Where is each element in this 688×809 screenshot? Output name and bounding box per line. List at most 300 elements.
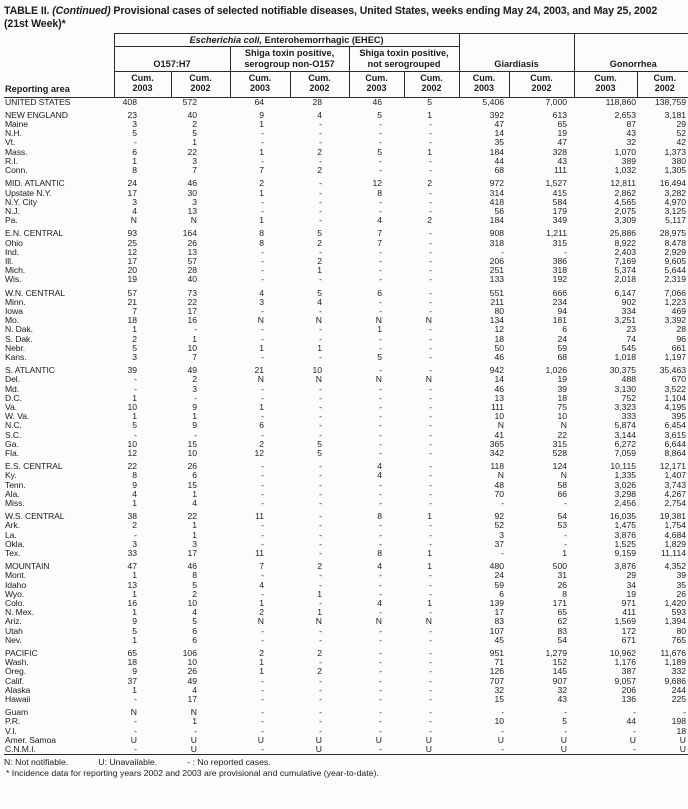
value-cell: 10 [494,412,505,422]
value-cell: - [134,726,137,736]
table-row [4,111,688,120]
value-cell: 1 [132,156,137,166]
value-cell: 380 [671,156,687,166]
value-cell: - [633,745,637,755]
value-cell: - [429,521,433,531]
value-cell: 8 [377,512,382,522]
table-row [4,708,688,717]
value-cell: 24 [494,571,505,581]
value-cell: 28 [676,325,687,335]
table-row [4,636,688,645]
reporting-area-cell: R.I. [5,156,18,166]
table-row [4,499,688,508]
reporting-area-cell: MID. ATLANTIC [5,179,65,189]
table-row [4,471,688,480]
value-cell: 10 [557,412,568,422]
table-row [4,120,688,129]
value-cell: 30,375 [609,366,637,376]
value-cell: 12 [372,179,382,189]
value-cell: - [319,179,322,189]
value-cell: 2,403 [614,247,637,257]
value-cell: 17 [127,188,137,198]
reporting-area-cell: PACIFIC [5,649,38,659]
value-cell: 44 [494,156,505,166]
value-cell: - [261,156,264,166]
value-cell: 2 [259,649,264,659]
value-cell: 28 [187,266,197,276]
value-cell: - [134,430,137,440]
value-cell: 74 [626,334,637,344]
value-cell: N [130,708,137,718]
value-cell: 1 [192,412,197,422]
value-cell: 211 [490,297,505,307]
value-cell: 5,874 [614,421,637,431]
value-cell: N [130,216,137,226]
value-cell: 136 [621,695,637,705]
table-title [4,5,688,30]
table-row [4,540,688,549]
value-cell: N [560,421,568,431]
value-cell: - [134,384,137,394]
value-cell: 40 [187,110,197,120]
value-cell: - [379,430,382,440]
reporting-area-cell: Hawaii [5,695,31,705]
value-cell: 395 [671,412,687,422]
reporting-area-cell: Ohio [5,238,23,248]
value-cell: 47 [557,138,568,148]
value-cell: 3 [499,530,505,540]
value-cell: 32 [626,138,637,148]
value-cell: - [261,462,264,472]
table-row [4,129,688,138]
value-cell: 1 [192,138,197,148]
value-cell: - [379,156,382,166]
reporting-area-cell: Va. [5,402,17,412]
reporting-area-cell: W.N. CENTRAL [5,288,65,298]
value-cell: 613 [552,110,568,120]
value-cell: - [379,197,382,207]
value-cell: 19 [557,129,568,139]
value-cell: 42 [676,138,687,148]
value-cell: 17 [127,256,137,266]
value-cell: 7 [259,562,264,572]
value-cell: 3 [192,539,197,549]
value-cell: 1,032 [614,166,637,176]
value-cell: 184 [489,216,505,226]
value-cell: 392 [489,110,505,120]
value-cell: N [375,316,382,326]
value-cell: - [319,188,322,198]
value-cell: - [319,352,322,362]
value-cell: - [261,685,264,695]
value-cell: 34 [626,580,637,590]
value-cell: - [261,717,264,727]
value-cell: - [429,188,433,198]
reporting-area-cell: Tenn. [5,480,26,490]
value-cell: - [379,334,382,344]
value-cell: - [379,480,382,490]
value-cell: 9 [192,402,197,412]
value-cell: 1 [259,188,264,198]
value-cell: 18 [557,393,568,403]
value-cell: 1,373 [664,147,687,157]
value-cell: 1 [132,685,137,695]
o157-header: O157:H7 [114,47,230,72]
table-row [4,307,688,316]
value-cell: 57 [187,256,197,266]
value-cell: - [429,439,433,449]
value-cell: N [497,471,505,481]
value-cell: 4 [192,499,197,508]
value-cell: - [319,676,322,686]
value-cell: - [379,626,382,636]
reporting-area-cell: E.N. CENTRAL [5,229,64,239]
table-row [4,608,688,617]
value-cell: 15 [494,695,505,705]
value-cell: - [134,695,137,705]
value-cell: 48 [494,480,505,490]
reporting-area-cell: Ga. [5,439,19,449]
value-cell: 94 [557,306,568,316]
value-cell: 5 [377,352,382,362]
value-cell: 342 [489,448,505,458]
value-cell: 5 [132,421,137,431]
reporting-area-cell: S. ATLANTIC [5,366,55,376]
value-cell: 1,475 [614,521,637,531]
value-cell: 2 [192,375,197,385]
reporting-area-cell: Vt. [5,138,16,148]
value-cell: 5 [317,229,322,239]
value-cell: 111 [553,166,568,176]
value-cell: - [429,448,433,458]
value-cell: - [429,206,433,216]
value-cell: 1,070 [614,147,637,157]
value-cell: 1,176 [614,658,637,668]
table-row [4,275,688,284]
value-cell: 4 [377,599,382,609]
value-cell: - [319,580,322,590]
value-cell: - [319,129,322,139]
value-cell: 411 [622,608,637,618]
value-cell: - [501,726,505,736]
value-cell: - [261,726,264,736]
value-cell: 31 [557,571,568,581]
value-cell: 4 [377,562,382,572]
value-cell: 64 [254,97,264,107]
value-cell: 3 [132,197,137,207]
value-cell: 19 [557,375,568,385]
value-cell: 11 [255,549,264,559]
value-cell: 16,035 [609,512,637,522]
cum-header-cell: Cum. 2002 [290,72,349,98]
value-cell: 62 [557,617,568,627]
reporting-area-cell: N. Dak. [5,325,33,335]
value-cell: - [683,708,687,718]
value-cell: 9 [132,480,137,490]
value-cell: 3,181 [664,110,687,120]
value-cell: 10 [127,439,137,449]
value-cell: - [261,138,264,148]
value-cell: 6,272 [614,439,637,449]
value-cell: 53 [557,521,568,531]
notifiable-diseases-table [4,33,688,755]
value-cell: 6,147 [614,288,637,298]
value-cell: - [319,120,322,130]
value-cell: - [261,471,264,481]
value-cell: 138,759 [654,97,687,107]
value-cell: 1,018 [614,352,637,362]
value-cell: - [261,530,264,540]
table-continued-note: (Continued) [52,5,111,17]
value-cell: - [429,343,433,353]
value-cell: 551 [489,288,505,298]
ehec-species-label: Escherichia coli, [189,35,263,46]
value-cell: - [319,695,322,705]
value-cell: - [134,375,137,385]
value-cell: 469 [671,306,687,316]
value-cell: 206 [489,256,505,266]
value-cell: - [429,608,433,618]
value-cell: 87 [626,120,637,130]
value-cell: 1,189 [664,658,687,668]
value-cell: 35 [676,580,687,590]
value-cell: - [429,275,433,285]
value-cell: - [319,717,322,727]
value-cell: - [429,571,433,581]
table-row [4,166,688,175]
value-cell: 46 [372,97,382,107]
table-row [4,157,688,166]
value-cell: - [319,247,322,257]
value-cell: - [633,726,637,736]
table-row [4,366,688,375]
value-cell: 5 [317,448,322,458]
value-cell: - [379,412,382,422]
value-cell: 12 [494,325,505,335]
reporting-area-cell: N.J. [5,206,20,216]
value-cell: 12,811 [610,179,637,189]
value-cell: - [379,297,382,307]
value-cell: 41 [494,430,505,440]
value-cell: 2 [317,649,322,659]
value-cell: 68 [494,166,505,176]
value-cell: 29 [626,571,637,581]
value-cell: 28 [312,97,322,107]
table-row [4,549,688,558]
value-cell: 4 [377,216,382,226]
value-cell: 5 [377,110,382,120]
value-cell: 70 [494,489,505,499]
value-cell: - [319,384,322,394]
value-cell: 1 [132,635,137,645]
value-cell: 5 [317,439,322,449]
value-cell: 3 [192,156,197,166]
ehec-group-header [114,34,459,47]
table-row [4,727,688,736]
value-cell: 9,686 [664,676,687,686]
value-cell: 107 [489,626,505,636]
value-cell: 43 [557,156,568,166]
value-cell: 1 [132,499,137,508]
value-cell: - [379,695,382,705]
value-cell: - [319,549,322,559]
value-cell: 111 [490,402,505,412]
value-cell: - [319,530,322,540]
value-cell: 9 [132,617,137,627]
table-row [4,512,688,521]
value-cell: 13 [187,206,197,216]
value-cell: - [379,366,382,376]
value-cell: 52 [494,521,505,531]
reporting-area-cell: C.N.M.I. [5,745,36,755]
value-cell: 480 [489,562,505,572]
value-cell: 49 [187,676,197,686]
value-cell: 2 [317,667,322,677]
value-cell: 66 [557,489,568,499]
value-cell: U [190,745,197,755]
value-cell: 10,115 [610,462,637,472]
value-cell: U [315,735,322,745]
value-cell: - [379,635,382,645]
value-cell: 1,026 [545,366,568,376]
value-cell: 3,251 [614,316,637,326]
value-cell: 6 [192,471,197,481]
table-row [4,431,688,440]
reporting-area-cell: Nev. [5,635,22,645]
table-row [4,138,688,147]
value-cell: 40 [187,275,197,285]
value-cell: 22 [557,430,568,440]
value-cell: 7,059 [614,448,637,458]
table-row [4,581,688,590]
table-row [4,298,688,307]
cum-header-cell: Cum. 2002 [637,72,688,98]
value-cell: 545 [621,343,637,353]
value-cell: - [319,512,322,522]
value-cell: 8 [259,229,264,239]
table-title-text: Provisional cases of selected notifiable diseases, United States, weeks ending May 24, 2003, and May 25, 2002 [113,5,658,17]
table-row [4,375,688,384]
value-cell: 6 [192,635,197,645]
value-cell: 5 [317,288,322,298]
value-cell: - [379,439,382,449]
value-cell: 318 [552,266,568,276]
value-cell: 3 [132,352,137,362]
value-cell: 2 [132,521,137,531]
value-cell: 10 [187,599,197,609]
table-header [4,34,688,97]
reporting-area-cell: W.S. CENTRAL [5,512,65,522]
value-cell: N [190,216,197,226]
value-cell: 1 [132,589,137,599]
reporting-area-cell: E.S. CENTRAL [5,462,63,472]
value-cell: 20 [127,266,137,276]
value-cell: 8,478 [664,238,687,248]
value-cell: - [319,138,322,148]
table-row [4,394,688,403]
value-cell: 1 [377,325,382,335]
value-cell: N [257,375,264,385]
value-cell: - [429,421,433,431]
reporting-area-cell: Minn. [5,297,26,307]
value-cell: - [501,549,505,559]
reporting-area-cell: Mont. [5,571,26,581]
value-cell: 387 [621,667,637,677]
value-cell: - [379,384,382,394]
table-row [4,248,688,257]
value-cell: 206 [621,685,637,695]
value-cell: U [629,735,637,745]
value-cell: - [564,530,568,540]
value-cell: 139 [489,599,505,609]
value-cell: 1 [562,549,568,559]
table-row [4,412,688,421]
value-cell: - [429,635,433,645]
reporting-area-cell: Idaho [5,580,27,590]
table-body [4,97,688,755]
value-cell: - [319,658,322,668]
reporting-area-cell: Miss. [5,499,25,508]
value-cell: 1 [427,562,433,572]
value-cell: 54 [557,635,568,645]
value-cell: 1 [317,589,322,599]
value-cell: 1 [259,599,264,609]
value-cell: 22 [187,147,197,157]
value-cell: - [429,266,433,276]
value-cell: - [319,462,322,472]
value-cell: - [261,745,264,755]
table-row [4,481,688,490]
value-cell: 6 [562,325,568,335]
value-cell: - [134,717,137,727]
reporting-area-cell: Calif. [5,676,24,686]
value-cell: N [375,617,382,627]
shiga-not-serogrouped-line1: Shiga toxin positive, [359,48,449,59]
value-cell: - [379,539,382,549]
value-cell: N [257,316,264,326]
value-cell: 10 [312,366,322,376]
value-cell: 3,522 [664,384,687,394]
value-cell: 16 [127,599,137,609]
value-cell: - [379,580,382,590]
value-cell: - [261,695,264,705]
table-week-note: (21st Week)* [4,17,66,30]
value-cell: U [560,745,568,755]
value-cell: 234 [552,297,568,307]
value-cell: 488 [621,375,637,385]
cum-header-cell: Cum. 2002 [509,72,574,98]
table-row [4,148,688,157]
value-cell: 1 [317,343,322,353]
value-cell: 26 [676,589,687,599]
value-cell: 4 [132,206,137,216]
table-row [4,677,688,686]
table-row [4,521,688,530]
reporting-area-cell: Ariz. [5,617,22,627]
value-cell: 6 [132,147,137,157]
value-cell: 1 [317,266,322,276]
shiga-not-serogrouped-line2: not serogrouped [367,58,441,69]
value-cell: - [319,726,322,736]
value-cell: 106 [182,649,197,659]
value-cell: 5 [192,617,197,627]
value-cell: 408 [122,97,137,107]
value-cell: - [134,138,137,148]
value-cell: 83 [494,617,505,627]
value-cell: - [379,256,382,266]
reporting-area-cell: N.Y. City [5,197,37,207]
footnote-symbols [4,757,688,767]
